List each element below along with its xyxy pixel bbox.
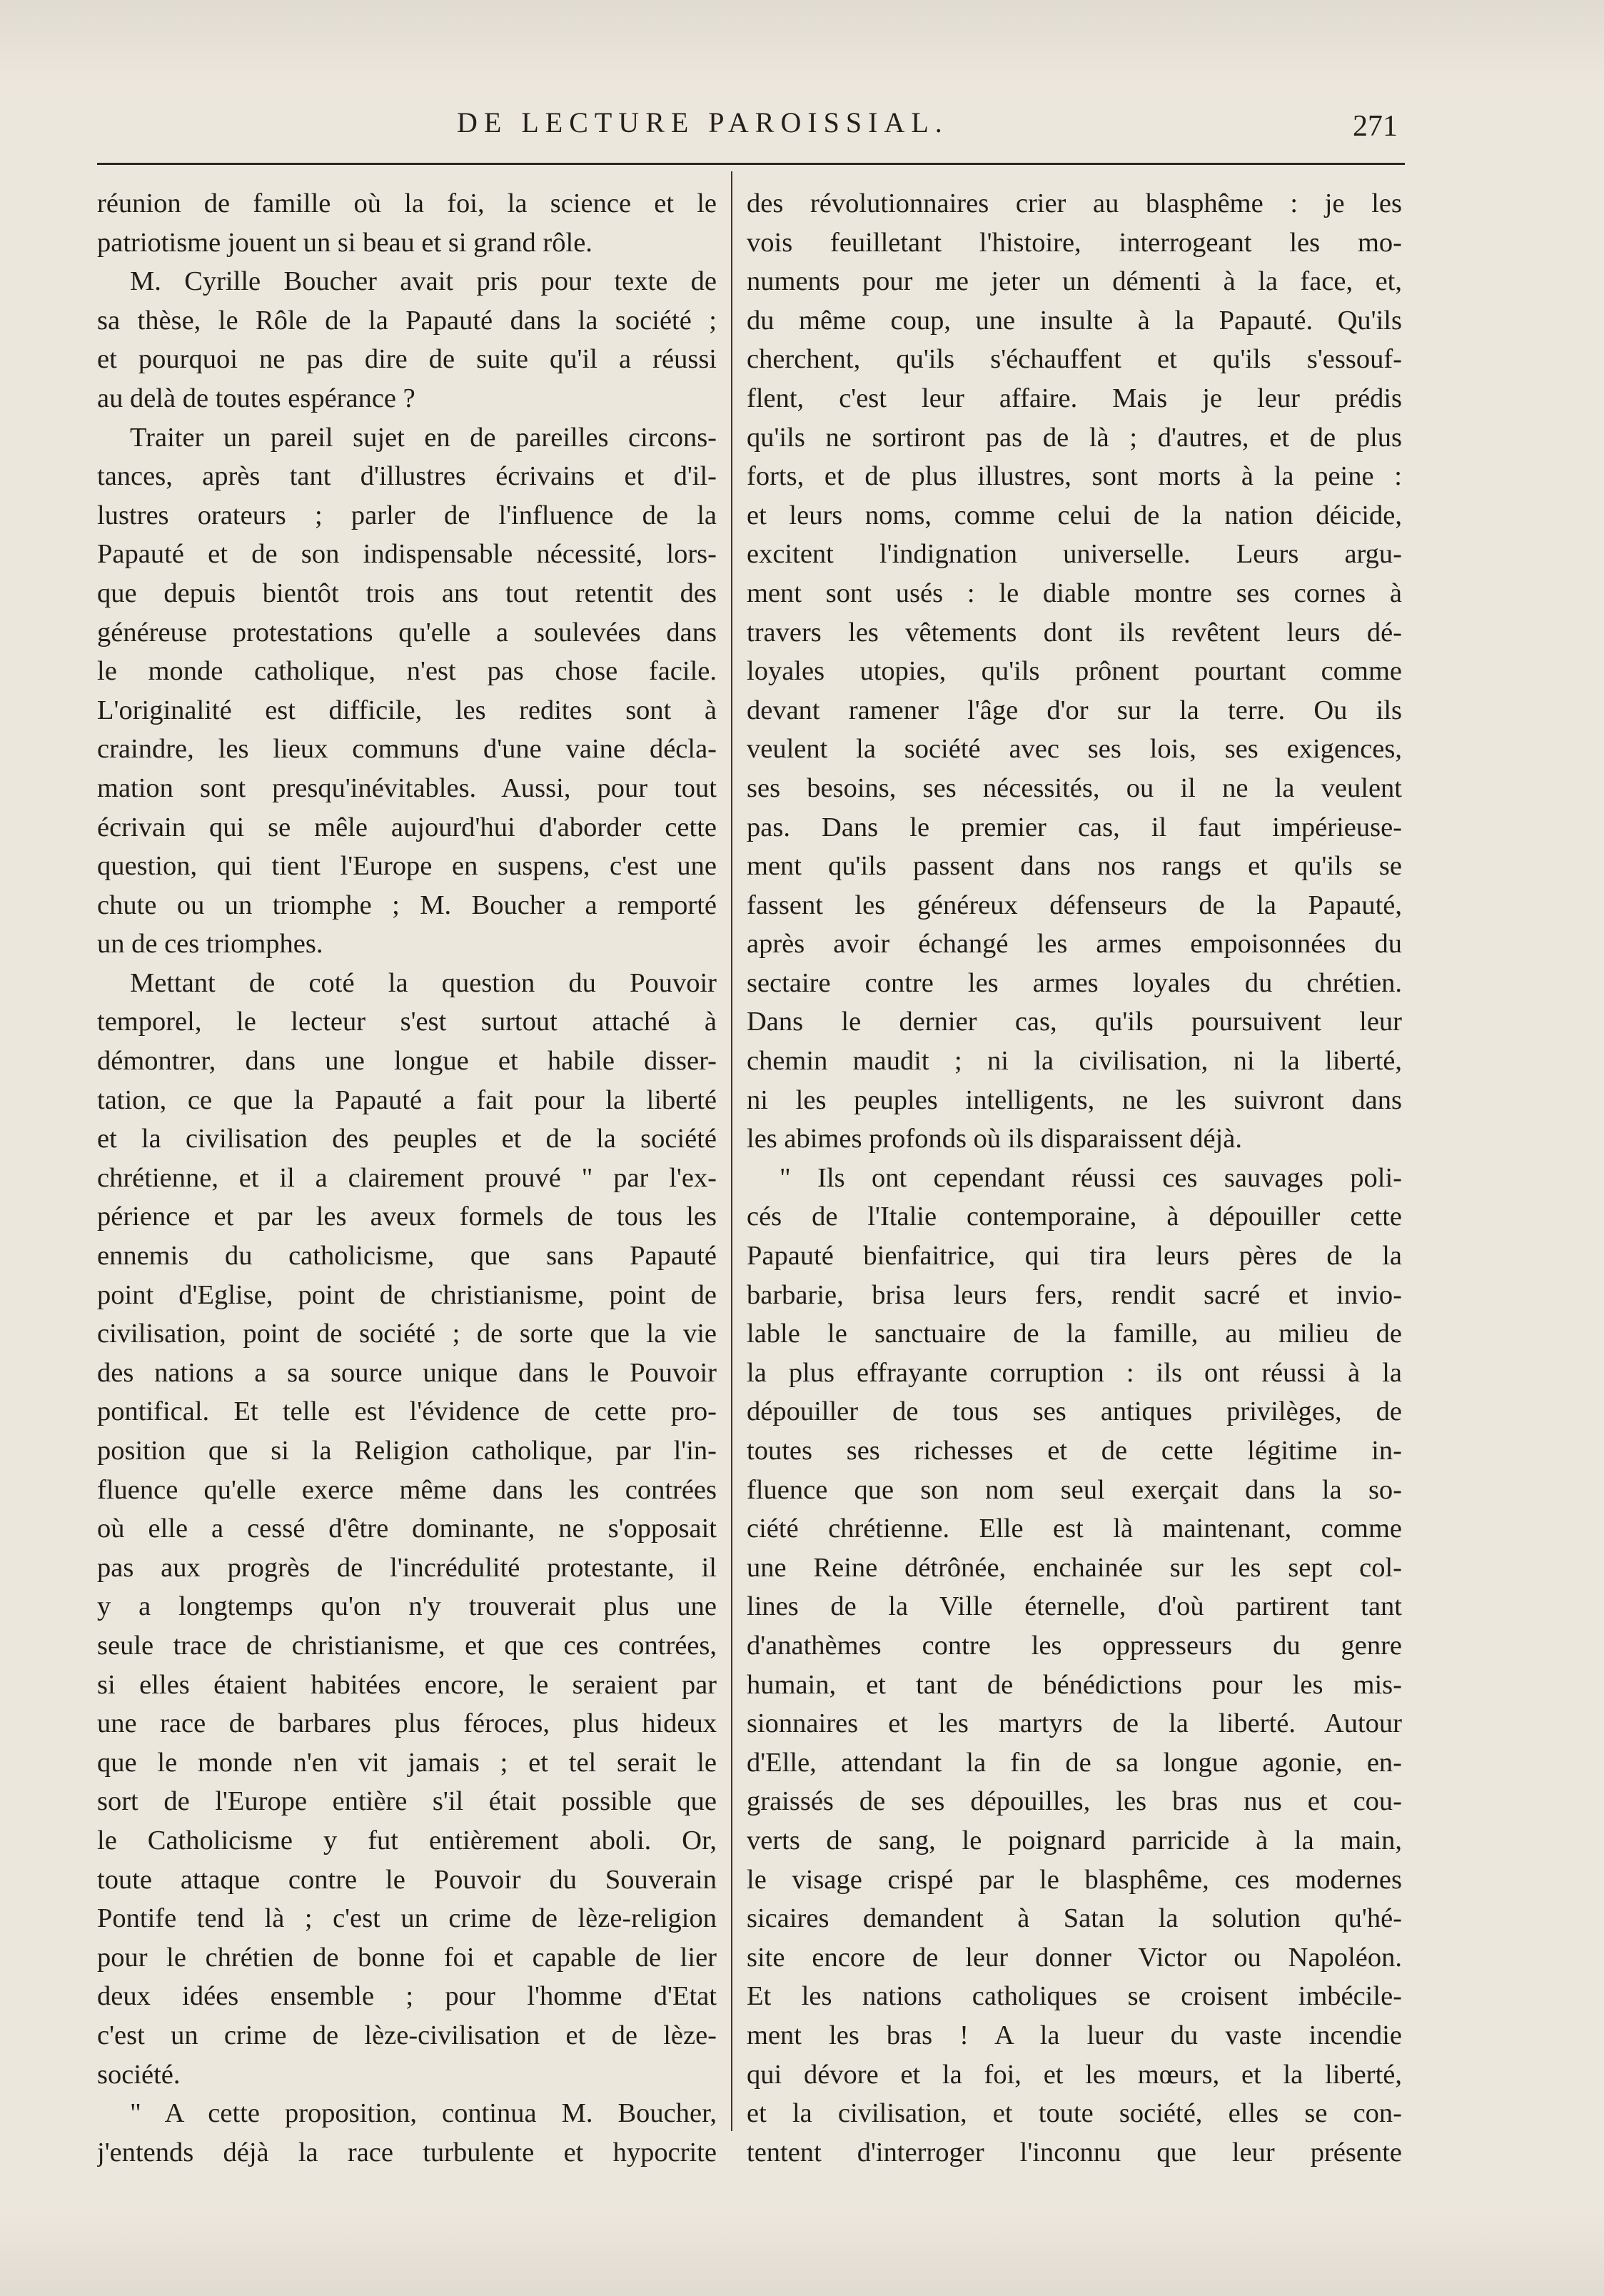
text-line: fluence qu'elle exerce même dans les contrées bbox=[97, 1474, 717, 1505]
text-line: après avoir échangé les armes empoisonnées du bbox=[747, 929, 1402, 960]
text-line: graissés de ses dépouilles, les bras nus et cou- bbox=[747, 1786, 1402, 1817]
text-line: dépouiller de tous ses antiques privilèges, de bbox=[747, 1396, 1402, 1427]
text-line: craindre, les lieux communs d'une vaine décla- bbox=[97, 734, 717, 765]
text-line: et pourquoi ne pas dire de suite qu'il a réussi bbox=[97, 344, 717, 375]
text-line: deux idées ensemble ; pour l'homme d'Etat bbox=[97, 1981, 717, 2012]
text-line: écrivain qui se mêle aujourd'hui d'aborder cette bbox=[97, 812, 717, 842]
text-line: ment les bras ! A la lueur du vaste incendie bbox=[747, 2020, 1402, 2050]
text-line: ment sont usés : le diable montre ses cornes à bbox=[747, 578, 1402, 608]
text-line: cés de l'Italie contemporaine, à dépouiller cette bbox=[747, 1202, 1402, 1232]
text-line: fassent les généreux défenseurs de la Papauté, bbox=[747, 890, 1402, 920]
text-line: Mettant de coté la question du Pouvoir bbox=[130, 967, 717, 998]
text-line: les abimes profonds où ils disparaissent déjà. bbox=[747, 1124, 1242, 1154]
text-line: humain, et tant de bénédictions pour les mis- bbox=[747, 1669, 1402, 1700]
text-line: ni les peuples intelligents, ne les suivront dans bbox=[747, 1084, 1402, 1115]
left-text-column bbox=[97, 184, 717, 2172]
text-line: Et les nations catholiques se croisent imbécile- bbox=[747, 1981, 1402, 2012]
text-line: du même coup, une insulte à la Papauté. Qu'ils bbox=[747, 305, 1402, 336]
text-line: sa thèse, le Rôle de la Papauté dans la société ; bbox=[97, 305, 717, 336]
text-line: temporel, le lecteur s'est surtout attaché à bbox=[97, 1007, 717, 1037]
running-title: DE LECTURE PAROISSIAL. bbox=[457, 106, 949, 139]
text-line: Pontife tend là ; c'est un crime de lèze-religion bbox=[97, 1903, 717, 1934]
page-edge-bottom bbox=[0, 2213, 1604, 2296]
text-line: toute attaque contre le Pouvoir du Souverain bbox=[97, 1864, 717, 1895]
text-line: barbarie, brisa leurs fers, rendit sacré et invio- bbox=[747, 1279, 1402, 1310]
text-line: question, qui tient l'Europe en suspens, c'est une bbox=[97, 851, 717, 882]
text-line: au delà de toutes espérance ? bbox=[97, 383, 415, 413]
text-line: Traiter un pareil sujet en de pareilles circons- bbox=[130, 422, 717, 453]
text-line: civilisation, point de société ; de sorte que la vie bbox=[97, 1319, 717, 1349]
text-line: que le monde n'en vit jamais ; et tel serait le bbox=[97, 1747, 717, 1778]
text-line: mation sont presqu'inévitables. Aussi, pour tout bbox=[97, 772, 717, 803]
text-line: que depuis bientôt trois ans tout retentit des bbox=[97, 578, 717, 608]
text-line: sicaires demandent à Satan la solution qu'hé- bbox=[747, 1903, 1402, 1934]
text-line: excitent l'indignation universelle. Leurs argu- bbox=[747, 539, 1402, 570]
text-line: forts, et de plus illustres, sont morts à la peine : bbox=[747, 461, 1402, 492]
text-line: le monde catholique, n'est pas chose facile. bbox=[97, 656, 717, 687]
text-line: réunion de famille où la foi, la science et le bbox=[97, 188, 717, 218]
text-line: chrétienne, et il a clairement prouvé " par l'ex- bbox=[97, 1162, 717, 1193]
text-line: la plus effrayante corruption : ils ont réussi à la bbox=[747, 1357, 1402, 1388]
text-line: une race de barbares plus féroces, plus hideux bbox=[97, 1708, 717, 1739]
text-line: j'entends déjà la race turbulente et hypocrite bbox=[97, 2137, 717, 2167]
text-line: lustres orateurs ; parler de l'influence de la bbox=[97, 500, 717, 530]
page-edge-top bbox=[0, 0, 1604, 86]
text-line: flent, c'est leur affaire. Mais je leur prédis bbox=[747, 383, 1402, 413]
text-line: fluence que son nom seul exerçait dans la so- bbox=[747, 1474, 1402, 1505]
text-line: sort de l'Europe entière s'il était possible que bbox=[97, 1786, 717, 1817]
text-line: Papauté et de son indispensable nécessité, lors- bbox=[97, 539, 717, 570]
text-line: société. bbox=[97, 2059, 181, 2090]
text-line: sectaire contre les armes loyales du chrétien. bbox=[747, 967, 1402, 998]
text-line: chute ou un triomphe ; M. Boucher a remporté bbox=[97, 890, 717, 920]
text-line: ment qu'ils passent dans nos rangs et qu'ils se bbox=[747, 851, 1402, 882]
text-line: qui dévore et la foi, et les mœurs, et la liberté, bbox=[747, 2059, 1402, 2090]
text-line: seule trace de christianisme, et que ces contrées, bbox=[97, 1630, 717, 1661]
text-line: lable le sanctuaire de la famille, au milieu de bbox=[747, 1319, 1402, 1349]
text-line: site encore de leur donner Victor ou Napoléon. bbox=[747, 1942, 1402, 1973]
text-line: démontrer, dans une longue et habile disser- bbox=[97, 1046, 717, 1077]
text-line: chemin maudit ; ni la civilisation, ni la liberté, bbox=[747, 1046, 1402, 1077]
text-line: " Ils ont cependant réussi ces sauvages poli- bbox=[780, 1162, 1402, 1193]
text-line: tances, après tant d'illustres écrivains et d'il- bbox=[97, 461, 717, 492]
text-line: généreuse protestations qu'elle a soulevées dans bbox=[97, 617, 717, 648]
right-text-column bbox=[747, 184, 1402, 2172]
text-line: travers les vêtements dont ils revêtent leurs dé- bbox=[747, 617, 1402, 648]
text-line: loyales utopies, qu'ils prônent pourtant comme bbox=[747, 656, 1402, 687]
text-line: devant ramener l'âge d'or sur la terre. Ou ils bbox=[747, 695, 1402, 725]
text-line: pour le chrétien de bonne foi et capable de lier bbox=[97, 1942, 717, 1973]
text-line: sionnaires et les martyrs de la liberté. Autour bbox=[747, 1708, 1402, 1739]
text-line: ennemis du catholicisme, que sans Papauté bbox=[97, 1241, 717, 1272]
text-line: si elles étaient habitées encore, le seraient par bbox=[97, 1669, 717, 1700]
text-line: M. Cyrille Boucher avait pris pour texte de bbox=[130, 266, 717, 297]
text-line: ciété chrétienne. Elle est là maintenant, comme bbox=[747, 1514, 1402, 1544]
text-line: d'Elle, attendant la fin de sa longue agonie, en- bbox=[747, 1747, 1402, 1778]
text-line: position que si la Religion catholique, par l'in- bbox=[97, 1436, 717, 1466]
text-line: patriotisme jouent un si beau et si grand rôle. bbox=[97, 227, 592, 258]
text-line: où elle a cessé d'être dominante, ne s'opposait bbox=[97, 1514, 717, 1544]
text-line: le visage crispé par le blasphême, ces modernes bbox=[747, 1864, 1402, 1895]
text-line: un de ces triomphes. bbox=[97, 929, 323, 960]
text-line: y a longtemps qu'on n'y trouverait plus une bbox=[97, 1591, 717, 1622]
text-line: vois feuilletant l'histoire, interrogeant les mo- bbox=[747, 227, 1402, 258]
text-line: une Reine détrônée, enchainée sur les sept col- bbox=[747, 1552, 1402, 1583]
text-line: et la civilisation, et toute société, elles se con- bbox=[747, 2098, 1402, 2129]
text-line: pas aux progrès de l'incrédulité protestante, il bbox=[97, 1552, 717, 1583]
text-line: des révolutionnaires crier au blasphême : je les bbox=[747, 188, 1402, 218]
text-line: tentent d'interroger l'inconnu que leur présente bbox=[747, 2137, 1402, 2167]
text-line: verts de sang, le poignard parricide à la main, bbox=[747, 1825, 1402, 1856]
text-line: des nations a sa source unique dans le Pouvoir bbox=[97, 1357, 717, 1388]
text-line: veulent la société avec ses lois, ses exigences, bbox=[747, 734, 1402, 765]
text-line: L'originalité est difficile, les redites sont à bbox=[97, 695, 717, 725]
text-line: tation, ce que la Papauté a fait pour la liberté bbox=[97, 1084, 717, 1115]
text-line: Dans le dernier cas, qu'ils poursuivent leur bbox=[747, 1007, 1402, 1037]
text-line: lines de la Ville éternelle, d'où partirent tant bbox=[747, 1591, 1402, 1622]
text-line: cherchent, qu'ils s'échauffent et qu'ils s'essouf- bbox=[747, 344, 1402, 375]
text-line: pas. Dans le premier cas, il faut impérieuse- bbox=[747, 812, 1402, 842]
text-line: numents pour me jeter un démenti à la face, et, bbox=[747, 266, 1402, 297]
text-line: " A cette proposition, continua M. Boucher, bbox=[130, 2098, 717, 2129]
page-number: 271 bbox=[1353, 110, 1398, 143]
column-divider bbox=[731, 171, 732, 2131]
text-line: le Catholicisme y fut entièrement aboli. Or, bbox=[97, 1825, 717, 1856]
text-line: périence et par les aveux formels de tous les bbox=[97, 1202, 717, 1232]
header-rule bbox=[97, 163, 1405, 165]
text-line: toutes ses richesses et de cette légitime in- bbox=[747, 1436, 1402, 1466]
text-line: point d'Eglise, point de christianisme, point de bbox=[97, 1279, 717, 1310]
text-line: et la civilisation des peuples et de la société bbox=[97, 1124, 717, 1154]
text-line: ses besoins, ses nécessités, ou il ne la veulent bbox=[747, 772, 1402, 803]
text-line: c'est un crime de lèze-civilisation et de lèze- bbox=[97, 2020, 717, 2050]
text-line: et leurs noms, comme celui de la nation déicide, bbox=[747, 500, 1402, 530]
text-line: d'anathèmes contre les oppresseurs du genre bbox=[747, 1630, 1402, 1661]
text-line: pontifical. Et telle est l'évidence de cette pro- bbox=[97, 1396, 717, 1427]
text-line: Papauté bienfaitrice, qui tira leurs pères de la bbox=[747, 1241, 1402, 1272]
text-line: qu'ils ne sortiront pas de là ; d'autres, et de plus bbox=[747, 422, 1402, 453]
